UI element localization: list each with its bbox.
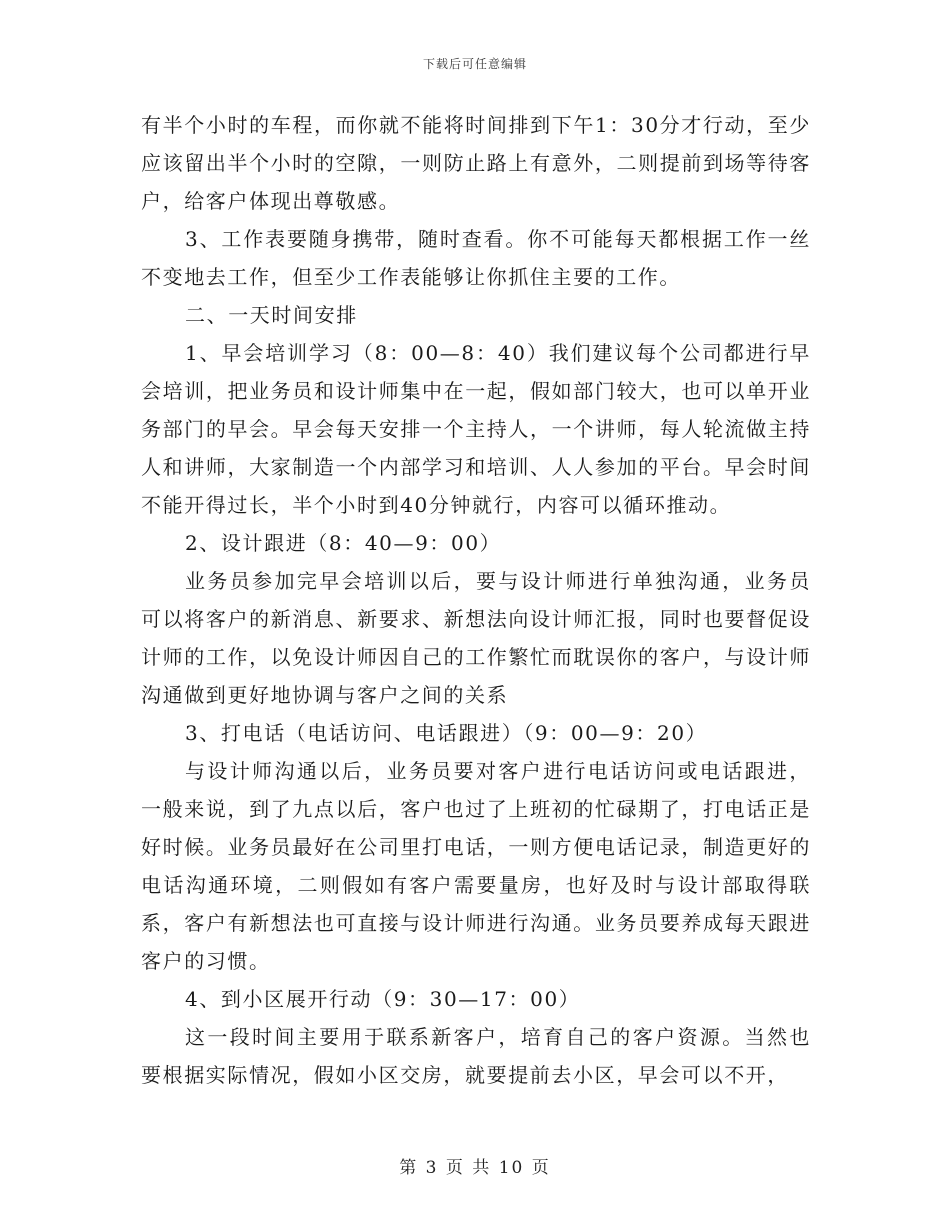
page-header: 下载后可任意编辑 xyxy=(422,57,527,71)
page-footer: 第 3 页 共 10 页 xyxy=(399,1158,551,1178)
document-body xyxy=(141,106,811,1094)
paragraph-3: 1、早会培训学习（8：00—8：40）我们建议每个公司都进行早会培训，把业务员和设计师集中在一起，假如部门较大，也可以单开业务部门的早会。早会每天安排一个主持人，一个讲师，每人轮流做主持人和讲师，大家制造一个内部学习和培训、人人参加的平台。早会时间不能开得过长，半个小时到40分钟就行，内容可以循环推动。 xyxy=(141,341,811,517)
paragraph-2: 3、工作表要随身携带，随时查看。你不可能每天都根据工作一丝不变地去工作，但至少工作表能够让你抓住主要的工作。 xyxy=(141,227,811,289)
paragraph-5: 业务员参加完早会培训以后，要与设计师进行单独沟通，业务员可以将客户的新消息、新要求、新想法向设计师汇报，同时也要督促设计师的工作，以免设计师因自己的工作繁忙而耽误你的客户，与设计师沟通做到更好地协调与客户之间的关系 xyxy=(141,569,811,707)
paragraph-8: 4、到小区展开行动（9：30—17：00） xyxy=(185,987,581,1011)
paragraph-4: 2、设计跟进（8：40—9：00） xyxy=(185,531,502,555)
paragraph-9: 这一段时间主要用于联系新客户，培育自己的客户资源。当然也要根据实际情况，假如小区交房，就要提前去小区，早会可以不开， xyxy=(141,1025,811,1087)
section-heading: 二、一天时间安排 xyxy=(185,303,358,327)
paragraph-6: 3、打电话（电话访问、电话跟进）（9：00—9：20） xyxy=(185,721,708,745)
paragraph-7: 与设计师沟通以后，业务员要对客户进行电话访问或电话跟进，一般来说，到了九点以后，客户也过了上班初的忙碌期了，打电话正是好时候。业务员最好在公司里打电话，一则方便电话记录，制造更好的电话沟通环境，二则假如有客户需要量房，也好及时与设计部取得联系，客户有新想法也可直接与设计师进行沟通。业务员要养成每天跟进客户的习惯。 xyxy=(141,759,811,973)
paragraph-1: 有半个小时的车程，而你就不能将时间排到下午1：30分才行动，至少应该留出半个小时的空隙，一则防止路上有意外，二则提前到场等待客户，给客户体现出尊敬感。 xyxy=(141,113,811,213)
